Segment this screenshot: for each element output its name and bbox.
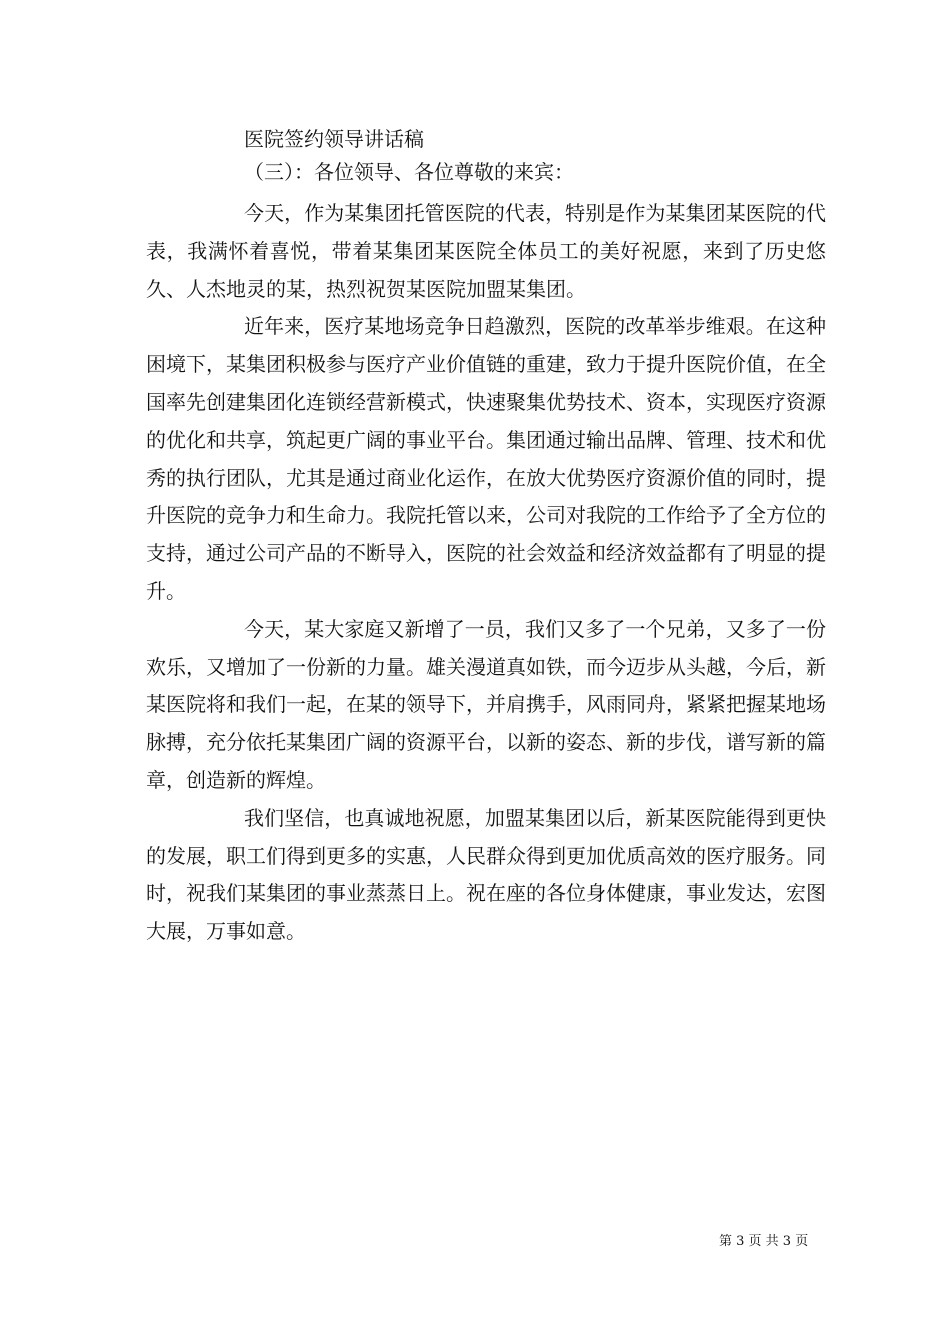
body-paragraph-3: 今天，某大家庭又新增了一员，我们又多了一个兄弟，又多了一份欢乐，又增加了一份新的力量。雄关漫道真如铁，而今迈步从头越，今后，新某医院将和我们一起，在某的领导下，并肩携手，风雨同舟，紧紧把握某地场脉搏，充分依托某集团广阔的资源平台，以新的姿态、新的步伐，谱写新的篇章，创造新的辉煌。 xyxy=(146,616,826,792)
page-number-footer: 第 3 页 共 3 页 xyxy=(719,1234,809,1249)
document-body xyxy=(146,195,826,951)
document-title: 医院签约领导讲话稿 xyxy=(244,127,424,151)
body-paragraph-2: 近年来，医疗某地场竞争日趋激烈，医院的改革举步维艰。在这种困境下，某集团积极参与医疗产业价值链的重建，致力于提升医院价值，在全国率先创建集团化连锁经营新模式，快速聚集优势技术、资本，实现医疗资源的优化和共享，筑起更广阔的事业平台。集团通过输出品牌、管理、技术和优秀的执行团队，尤其是通过商业化运作，在放大优势医疗资源价值的同时，提升医院的竞争力和生命力。我院托管以来，公司对我院的工作给予了全方位的支持，通过公司产品的不断导入，医院的社会效益和经济效益都有了明显的提升。 xyxy=(146,314,826,603)
body-paragraph-1: 今天，作为某集团托管医院的代表，特别是作为某集团某医院的代表，我满怀着喜悦，带着某集团某医院全体员工的美好祝愿，来到了历史悠久、人杰地灵的某，热烈祝贺某医院加盟某集团。 xyxy=(146,201,826,301)
document-salutation: （三）：各位领导、各位尊敬的来宾： xyxy=(244,160,574,184)
body-paragraph-4: 我们坚信，也真诚地祝愿，加盟某集团以后，新某医院能得到更快的发展，职工们得到更多的实惠，人民群众得到更加优质高效的医疗服务。同时，祝我们某集团的事业蒸蒸日上。祝在座的各位身体健康，事业发达，宏图大展，万事如意。 xyxy=(146,805,826,944)
